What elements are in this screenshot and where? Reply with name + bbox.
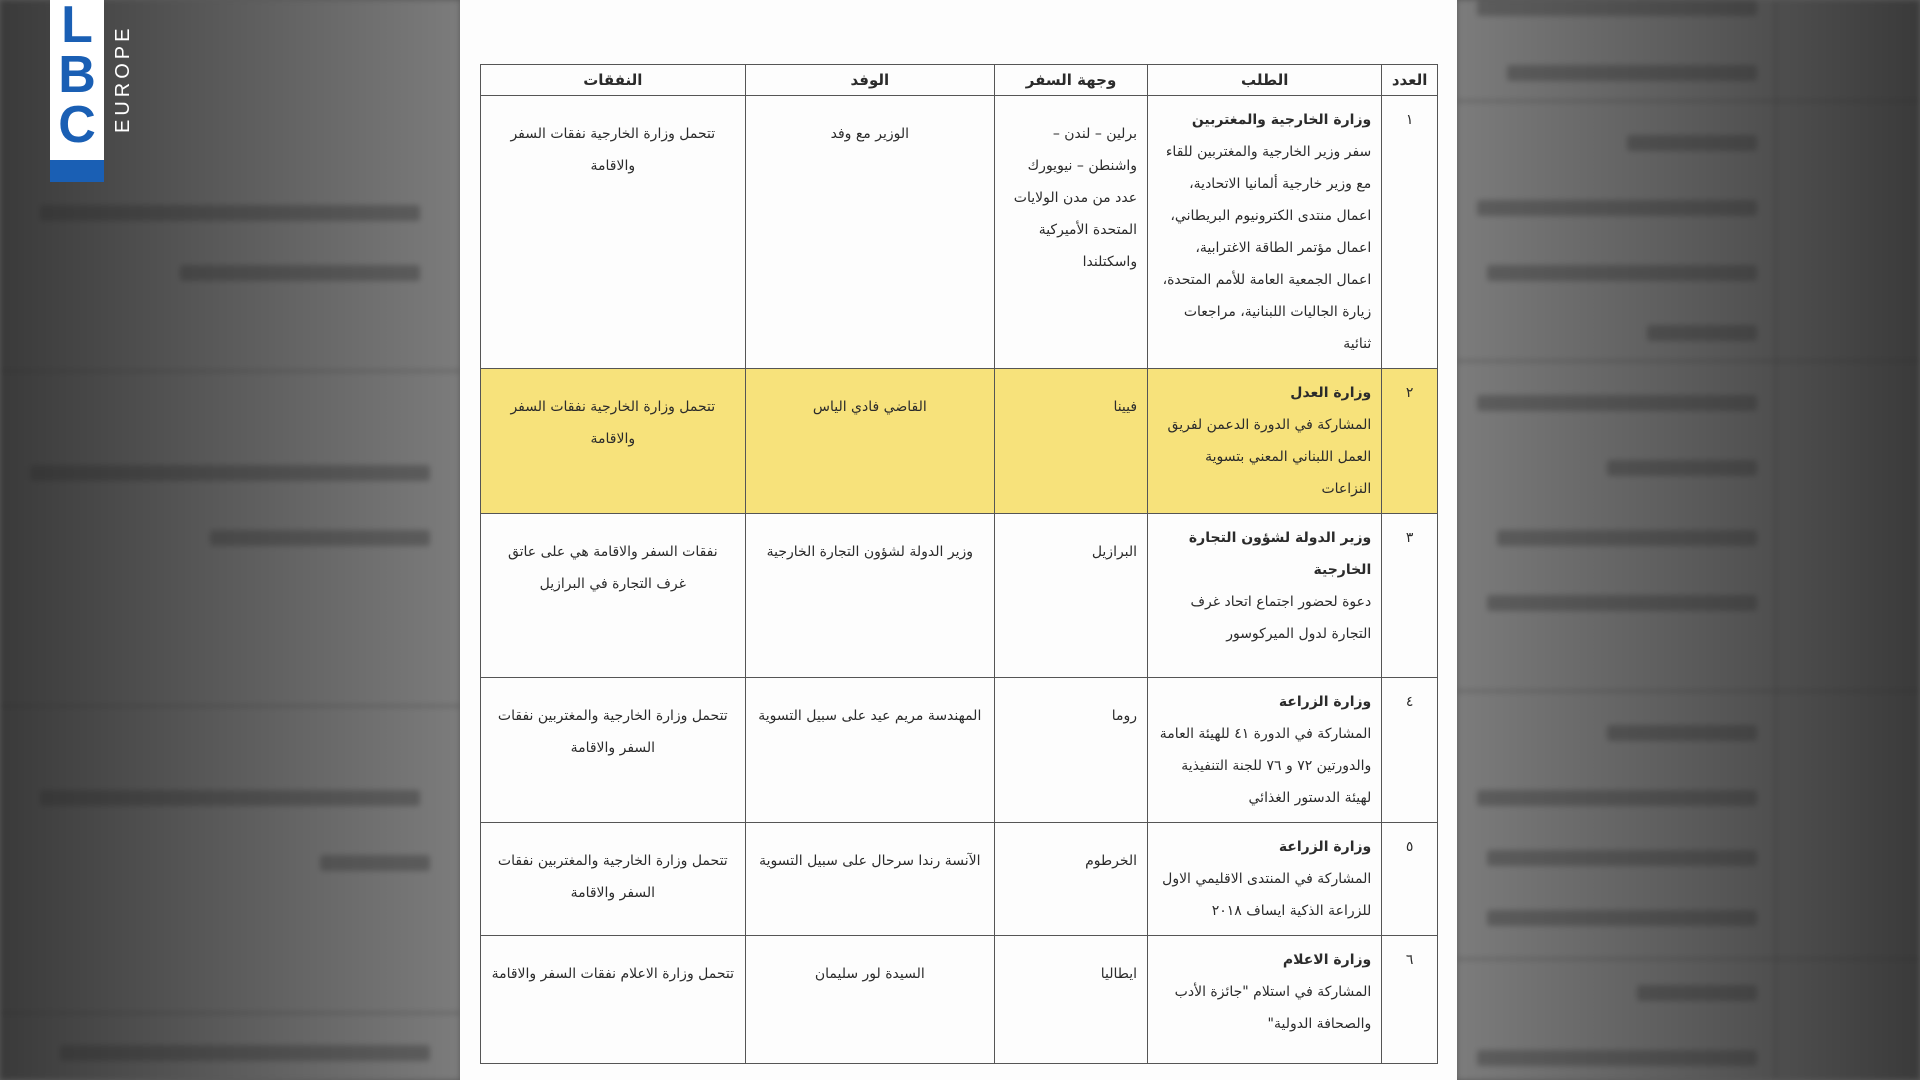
table-row xyxy=(481,514,1438,678)
request-cell xyxy=(1148,369,1382,514)
costs-cell: تتحمل وزارة الخارجية نفقات السفر والاقامة xyxy=(481,369,746,514)
row-number: ٢ xyxy=(1382,369,1438,514)
ministry-name: وزارة الزراعة xyxy=(1278,839,1372,855)
destination-cell: برلين – لندن – واشنطن – نيويورك عدد من مدن الولايات المتحدة الأميركية واسكتلندا xyxy=(995,96,1148,369)
logo-subtitle: EUROPE xyxy=(112,24,134,134)
delegation-cell: السيدة لور سليمان xyxy=(745,936,994,1064)
request-cell xyxy=(1148,96,1382,369)
destination-cell: البرازيل xyxy=(995,514,1148,678)
row-number: ٣ xyxy=(1382,514,1438,678)
costs-cell: تتحمل وزارة الخارجية نفقات السفر والاقامة xyxy=(481,96,746,369)
delegation-cell: القاضي فادي الياس xyxy=(745,369,994,514)
costs-cell: نفقات السفر والاقامة هي على عاتق غرف التجارة في البرازيل xyxy=(481,514,746,678)
request-details: دعوة لحضور اجتماع اتحاد غرف التجارة لدول الميركوسور xyxy=(1190,594,1372,642)
request-cell xyxy=(1148,678,1382,823)
costs-cell: تتحمل وزارة الخارجية والمغتربين نفقات السفر والاقامة xyxy=(481,678,746,823)
destination-cell: روما xyxy=(995,678,1148,823)
logo-letter-c: C xyxy=(58,96,96,154)
row-number: ٥ xyxy=(1382,823,1438,936)
channel-logo xyxy=(50,0,134,182)
table-row xyxy=(481,678,1438,823)
logo-letters xyxy=(52,0,102,154)
table-header-row xyxy=(481,65,1438,96)
header-destination: وجهة السفر xyxy=(995,65,1148,96)
table-row-highlighted xyxy=(481,369,1438,514)
ministry-name: وزير الدولة لشؤون التجارة الخارجية xyxy=(1188,530,1372,578)
ministry-name: وزارة الزراعة xyxy=(1278,694,1372,710)
request-details: المشاركة في الدورة الدعمن لفريق العمل اللبناني المعني بتسوية النزاعات xyxy=(1167,417,1372,497)
header-costs: النفقات xyxy=(481,65,746,96)
costs-cell: تتحمل وزارة الاعلام نفقات السفر والاقامة xyxy=(481,936,746,1064)
table-row xyxy=(481,96,1438,369)
destination-cell: ايطاليا xyxy=(995,936,1148,1064)
row-number: ٦ xyxy=(1382,936,1438,1064)
request-details: المشاركة في المنتدى الاقليمي الاول للزراعة الذكية ايساف ٢٠١٨ xyxy=(1162,871,1372,919)
logo-letter-l: L xyxy=(61,0,93,54)
request-details: المشاركة في الدورة ٤١ للهيئة العامة والدورتين ٧٢ و ٧٦ للجنة التنفيذية لهيئة الدستور الغذائي xyxy=(1159,726,1372,806)
row-number: ٤ xyxy=(1382,678,1438,823)
request-details: المشاركة في استلام "جائزة الأدب والصحافة الدولية" xyxy=(1174,984,1372,1032)
request-cell xyxy=(1148,936,1382,1064)
request-cell xyxy=(1148,514,1382,678)
ministry-name: وزارة الخارجية والمغتربين xyxy=(1191,112,1372,128)
request-details: سفر وزير الخارجية والمغتربين للقاء مع وزير خارجية ألمانيا الاتحادية، اعمال منتدى الكترونيوم البريطاني، اعمال مؤتمر الطاقة الاغترابية، اعمال الجمعية العامة للأمم المتحدة، زيارة الجاليات اللبنانية، مراجعات ثنائية xyxy=(1162,144,1372,352)
travel-requests-table xyxy=(480,64,1438,1064)
table-row xyxy=(481,936,1438,1064)
background-document-right xyxy=(1457,0,1920,1080)
header-delegation: الوفد xyxy=(745,65,994,96)
document-page xyxy=(460,0,1457,1080)
ministry-name: وزارة العدل xyxy=(1290,385,1372,401)
table-row xyxy=(481,823,1438,936)
logo-accent-bar xyxy=(50,160,104,182)
request-cell xyxy=(1148,823,1382,936)
ministry-name: وزارة الاعلام xyxy=(1282,952,1372,968)
destination-cell: فيينا xyxy=(995,369,1148,514)
delegation-cell: وزير الدولة لشؤون التجارة الخارجية xyxy=(745,514,994,678)
header-request: الطلب xyxy=(1148,65,1382,96)
logo-letter-b: B xyxy=(58,46,96,104)
delegation-cell: الآنسة رندا سرحال على سبيل التسوية xyxy=(745,823,994,936)
delegation-cell: المهندسة مريم عيد على سبيل التسوية xyxy=(745,678,994,823)
delegation-cell: الوزير مع وفد xyxy=(745,96,994,369)
header-number: العدد xyxy=(1382,65,1438,96)
destination-cell: الخرطوم xyxy=(995,823,1148,936)
costs-cell: تتحمل وزارة الخارجية والمغتربين نفقات السفر والاقامة xyxy=(481,823,746,936)
row-number: ١ xyxy=(1382,96,1438,369)
